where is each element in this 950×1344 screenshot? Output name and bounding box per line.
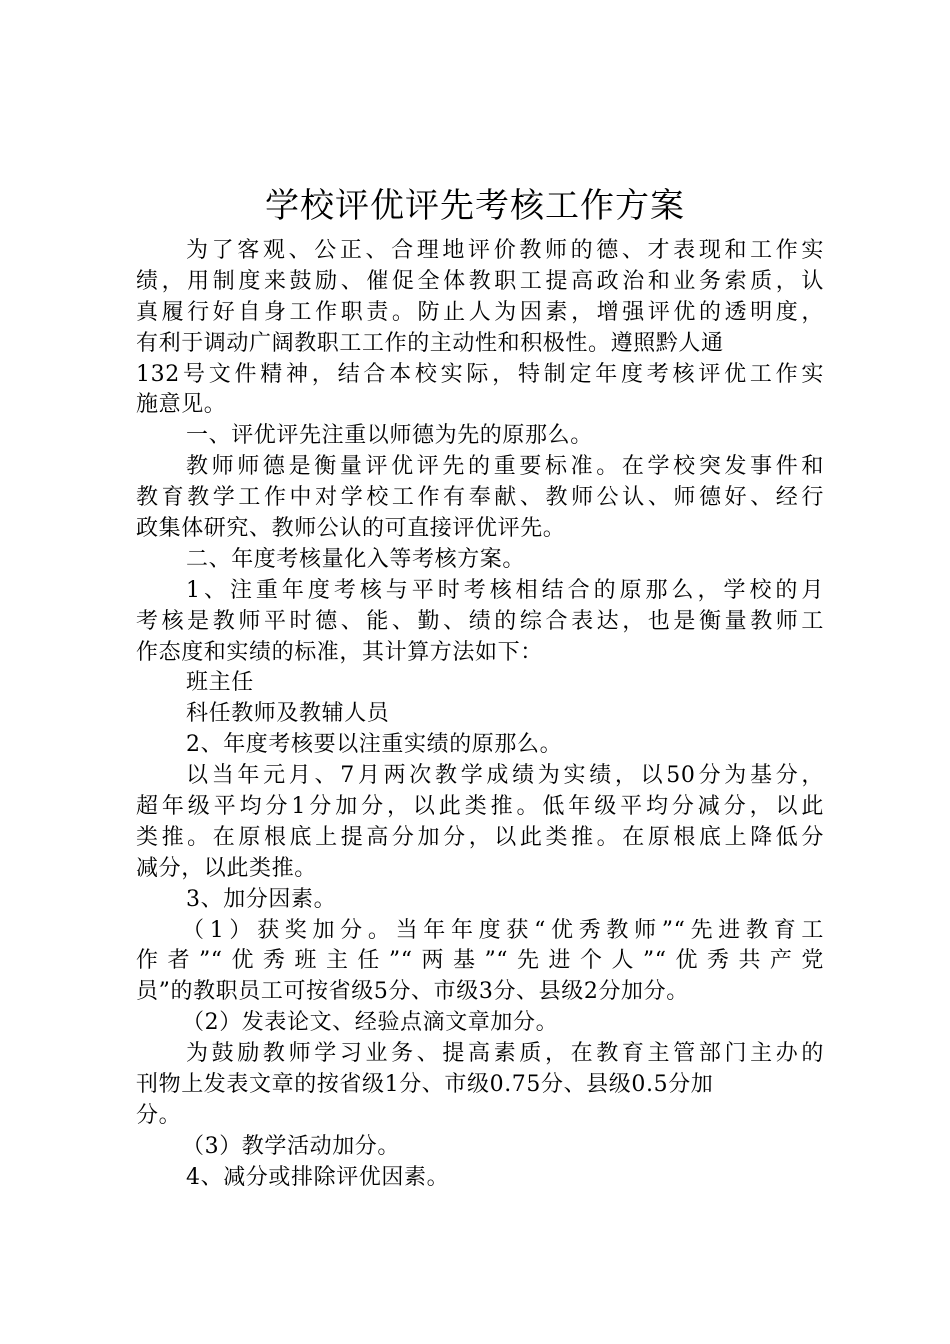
paragraph-line: 绩，用制度来鼓励、催促全体教职工提高政治和业务索质，认 <box>136 268 824 294</box>
paragraph-line: 以当年元月、7月两次教学成绩为实绩，以50分为基分， <box>186 763 824 789</box>
section-heading: 一、评优评先注重以师德为先的原那么。 <box>186 423 593 449</box>
paragraph-line: 为了客观、公正、合理地评价教师的德、才表现和工作实 <box>186 238 824 263</box>
paragraph-line: 科任教师及教辅人员 <box>186 701 390 727</box>
paragraph-line: 作态度和实绩的标准，其计算方法如下： <box>136 639 543 665</box>
paragraph-line: 减分，以此类推。 <box>136 855 317 881</box>
paragraph-line: 类推。在原根底上提高分加分，以此类推。在原根底上降低分 <box>136 824 824 850</box>
paragraph-line: 2、年度考核要以注重实绩的原那么。 <box>186 732 563 758</box>
paragraph-line: 员”的教职员工可按省级5分、市级3分、县级2分加分。 <box>136 979 689 1005</box>
paragraph-line: 政集体研究、教师公认的可直接评优评先。 <box>136 516 566 542</box>
paragraph-line: （2）发表论文、经验点滴文章加分。 <box>182 1010 559 1036</box>
document-title: 学校评优评先考核工作方案 <box>265 186 685 226</box>
paragraph-line: 3、加分因素。 <box>186 886 337 912</box>
paragraph-line: 有利于调动广阔教职工工作的主动性和积极性。遵照黔人通 <box>136 330 724 356</box>
section-heading: 二、年度考核量化入等考核方案。 <box>186 546 526 572</box>
paragraph-line: 考核是教师平时德、能、勤、绩的综合表达，也是衡量教师工 <box>136 608 824 634</box>
document-body <box>136 236 824 1194</box>
paragraph-line: 1、注重年度考核与平时考核相结合的原那么，学校的月 <box>186 577 824 603</box>
paragraph-line: 为鼓励教师学习业务、提高素质，在教育主管部门主办的 <box>186 1041 824 1067</box>
paragraph-line: 刊物上发表文章的按省级1分、市级0.75分、县级0.5分加 <box>136 1072 714 1098</box>
paragraph-line: （3）教学活动加分。 <box>182 1133 400 1159</box>
paragraph-line: 作者”“优秀班主任”“两基”“先进个人”“优秀共产党 <box>136 948 824 974</box>
paragraph-line: 4、减分或排除评优因素。 <box>186 1164 450 1190</box>
paragraph-line: 132号文件精神，结合本校实际，特制定年度考核评优工作实 <box>136 361 824 387</box>
paragraph-line: （1）获奖加分。当年年度获“优秀教师”“先进教育工 <box>182 917 824 943</box>
paragraph-line: 真履行好自身工作职责。防止人为因素，增强评优的透明度， <box>136 299 824 325</box>
paragraph-line: 班主任 <box>186 670 254 696</box>
paragraph-line: 教师师德是衡量评优评先的重要标准。在学校突发事件和 <box>186 454 824 480</box>
paragraph-line: 超年级平均分1分加分，以此类推。低年级平均分减分，以此 <box>136 794 824 820</box>
paragraph-line: 教育教学工作中对学校工作有奉献、教师公认、师德好、经行 <box>136 485 824 511</box>
paragraph-line: 分。 <box>136 1102 182 1128</box>
paragraph-line: 施意见。 <box>136 392 227 418</box>
